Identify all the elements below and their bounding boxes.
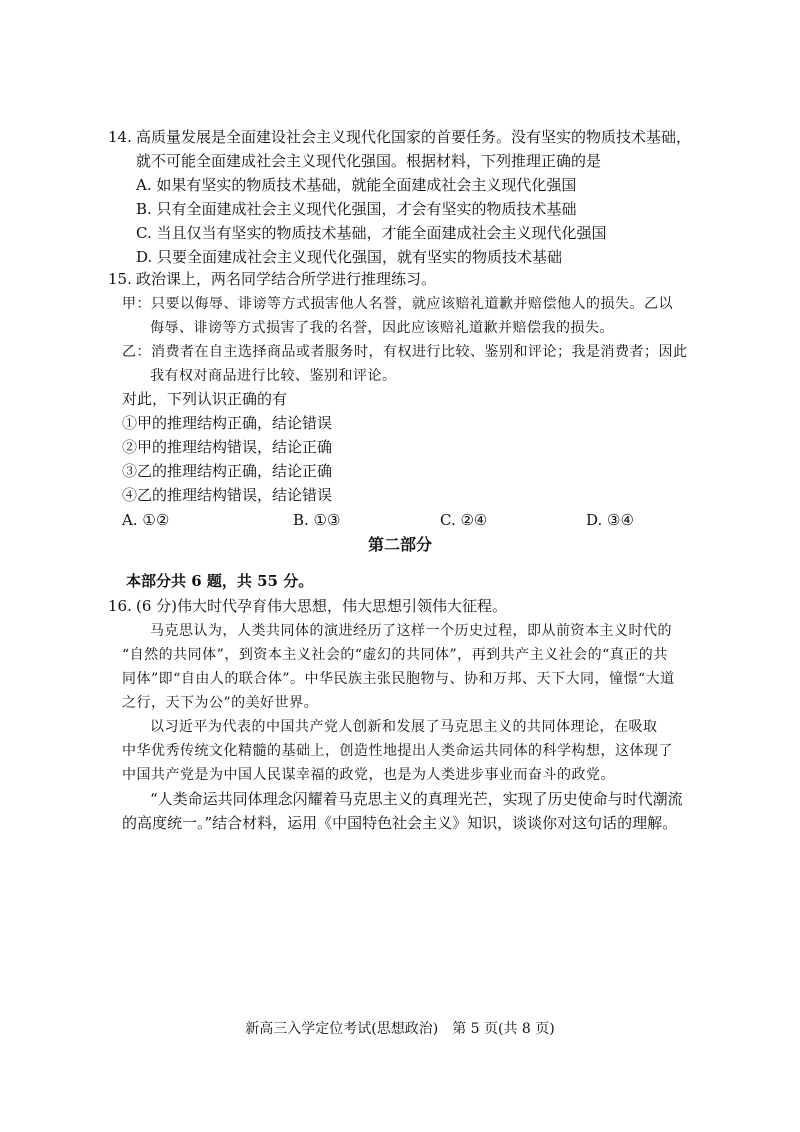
q16-p3-line2: 的高度统一。”结合材料，运用《中国特色社会主义》知识，谈谈你对这句话的理解。 <box>122 814 678 832</box>
q15-yi-line2: 我有权对商品进行比较、鉴别和评论。 <box>150 368 397 384</box>
q14-stem-line2: 就不可能全面建成社会主义现代化强国。根据材料，下列推理正确的是 <box>136 152 602 170</box>
q14-number: 14. <box>108 128 132 146</box>
part-two-intro: 本部分共 6 题，共 55 分。 <box>126 572 314 590</box>
q16-p1-line2: “自然的共同体”，到资本主义社会的“虚幻的共同体”，再到共产主义社会的“真正的共 <box>122 647 668 663</box>
q15-choice-b: B. ①③ <box>293 511 341 529</box>
q15-statement-3: ③乙的推理结构正确，结论正确 <box>122 462 333 480</box>
q14-stem-line1: 高质量发展是全面建设社会主义现代化国家的首要任务。没有坚实的物质技术基础， <box>136 128 692 146</box>
q15-number: 15. <box>108 270 132 288</box>
q15-statement-1: ①甲的推理结构正确，结论错误 <box>122 414 333 432</box>
q15-jia-line2: 侮辱、诽谤等方式损害了我的名誉，因此应该赔礼道歉并赔偿我的损失。 <box>150 320 614 336</box>
q15-choice-d: D. ③④ <box>586 511 634 529</box>
q14-option-a: A. 如果有坚实的物质技术基础，就能全面建成社会主义现代化强国 <box>136 176 577 194</box>
q15-choice-a: A. ①② <box>122 511 170 529</box>
q15-statement-4: ④乙的推理结构错误，结论错误 <box>122 486 333 504</box>
q16-p2-line2: 中华优秀传统文化精髓的基础上，创造性地提出人类命运共同体的科学构想，这体现了 <box>122 743 673 759</box>
q15-jia-line1: 甲：只要以侮辱、诽谤等方式损害他人名誉，就应该赔礼道歉并赔偿他人的损失。乙以 <box>122 296 673 312</box>
q15-stem: 政治课上，两名同学结合所学进行推理练习。 <box>136 270 437 288</box>
q15-question: 对此，下列认识正确的有 <box>122 390 288 408</box>
q16-p1-line3: 同体”即“自由人的联合体”。中华民族主张民胞物与、协和万邦、天下大同，憧憬“大道 <box>122 671 675 687</box>
q16-p2-line1: 以习近平为代表的中国共产党人创新和发展了马克思主义的共同体理论，在吸取 <box>150 719 658 735</box>
q16-number: 16. <box>108 597 132 615</box>
q15-yi-line1: 乙：消费者在自主选择商品或者服务时，有权进行比较、鉴别和评论；我是消费者；因此 <box>122 344 688 360</box>
q16-head: (6 分)伟大时代孕育伟大思想，伟大思想引领伟大征程。 <box>136 597 508 615</box>
q14-option-b: B. 只有全面建成社会主义现代化强国，才会有坚实的物质技术基础 <box>136 200 577 218</box>
q14-option-c: C. 当且仅当有坚实的物质技术基础，才能全面建成社会主义现代化强国 <box>136 224 607 242</box>
q16-p1-line4: 之行，天下为公”的美好世界。 <box>122 695 319 711</box>
q16-p2-line3: 中国共产党是为中国人民谋幸福的政党，也是为人类进步事业而奋斗的政党。 <box>122 767 615 783</box>
q14-option-d: D. 只要全面建成社会主义现代化强国，就有坚实的物质技术基础 <box>136 248 563 266</box>
q16-p1-line1: 马克思认为，人类共同体的演进经历了这样一个历史过程，即从前资本主义时代的 <box>150 623 672 639</box>
part-two-title: 第二部分 <box>367 535 432 554</box>
q15-statement-2: ②甲的推理结构错误，结论正确 <box>122 438 333 456</box>
q16-p3-line1: “人类命运共同体理念闪耀着马克思主义的真理光芒，实现了历史使命与时代潮流 <box>150 790 683 808</box>
page-footer: 新高三入学定位考试(思想政治) 第 5 页(共 8 页) <box>245 1021 555 1037</box>
q15-choice-c: C. ②④ <box>440 511 488 529</box>
